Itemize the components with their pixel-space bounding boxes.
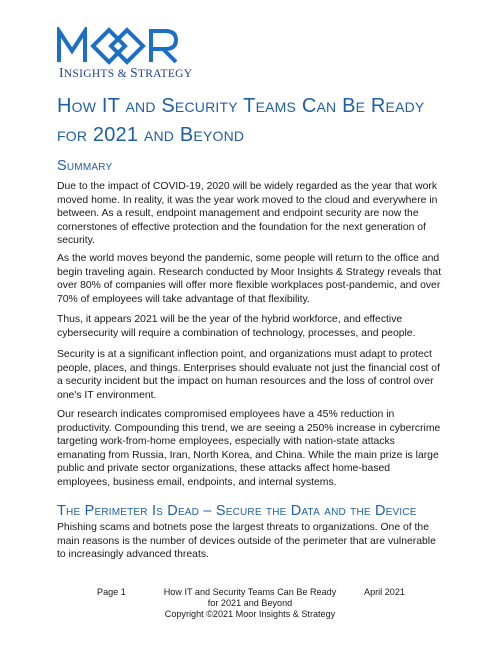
footer-copyright: Copyright ©2021 Moor Insights & Strategy <box>164 609 336 619</box>
section-heading-summary: Summary <box>57 158 113 174</box>
section-heading-perimeter: The Perimeter Is Dead – Secure the Data and the Device <box>57 503 417 519</box>
logo-subtitle: INSIGHTS & STRATEGY <box>59 65 193 80</box>
paragraph: Due to the impact of COVID-19, 2020 will be widely regarded as the year that work moved home. In reality, it was the year work moved to the cloud and everywhere in between. As a result, endpoint management and endpoint security are now the cornerstones of effective protection and the foundation for the next generation of security. <box>57 181 438 247</box>
paragraph: Thus, it appears 2021 will be the year of the hybrid workforce, and effective cybersecurity will require a combination of technology, processes, and people. <box>57 314 416 339</box>
paragraph: As the world moves beyond the pandemic, some people will return to the office and begin traveling again. Research conducted by Moor Insights & Strategy reveals that over 80% of companies will offer more flexible workplaces post-pandemic, and over 70% of employees will take advantage of that flexibility. <box>57 253 442 305</box>
moor-logo-mark <box>57 27 179 65</box>
footer-date: April 2021 <box>364 587 405 597</box>
footer-page-number: Page 1 <box>97 587 126 597</box>
company-logo <box>57 27 193 81</box>
document-title: How IT and Security Teams Can Be Ready for 2021 and Beyond <box>57 95 425 146</box>
footer-title-line2: for 2021 and Beyond <box>207 598 293 608</box>
paragraph: Security is at a significant inflection point, and organizations must adapt to protect people, places, and things. Enterprises should evaluate not just the financial cost of a security incident but the impact on human resources and the loss of control over one's IT environment. <box>57 349 440 401</box>
paragraph: Phishing scams and botnets pose the largest threats to organizations. One of the main reasons is the number of devices outside of the perimeter that are vulnerable to increasingly advanced threats. <box>57 522 436 561</box>
footer-doc-title <box>160 587 340 620</box>
paragraph: Our research indicates compromised employees have a 45% reduction in productivity. Compounding this trend, we are seeing a 250% increase in cybercrime targeting work-from-home employees, especially with nation-state attacks emanating from Russia, Iran, North Korea, and China. While the main prize is large public and private sector organizations, these attacks affect home-based employees, business email, endpoints, and internal systems. <box>57 409 441 488</box>
footer-title-line1: How IT and Security Teams Can Be Ready <box>163 587 337 597</box>
